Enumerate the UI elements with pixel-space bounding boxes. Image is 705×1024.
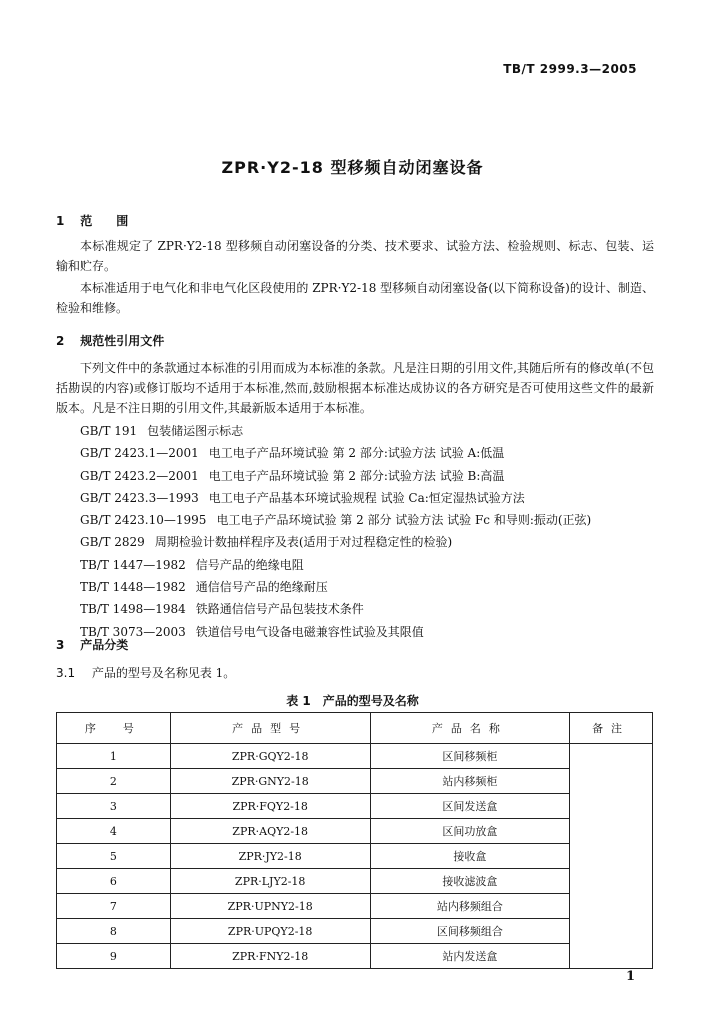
reference-title: 通信信号产品的绝缘耐压 — [195, 580, 328, 595]
reference-code: TB/T 3073—2003 — [80, 624, 186, 639]
section-number: 3 — [56, 638, 65, 652]
reference-item — [80, 621, 591, 643]
serial-cell: 2 — [57, 769, 171, 794]
clause-text: 产品的型号及名称见表 1。 — [91, 666, 236, 680]
reference-item — [80, 554, 591, 576]
model-cell: ZPR·GNY2-18 — [170, 769, 370, 794]
section-title: 产品分类 — [80, 638, 129, 652]
reference-code: GB/T 2423.10—1995 — [80, 513, 207, 528]
standard-number: TB/T 2999.3—2005 — [503, 62, 637, 76]
normative-references-list — [80, 420, 591, 643]
table-row — [57, 819, 653, 844]
name-cell: 区间移频柜 — [370, 744, 570, 769]
name-cell: 区间发送盒 — [370, 794, 570, 819]
reference-item — [80, 465, 591, 487]
reference-item — [80, 576, 591, 598]
model-cell: ZPR·LJY2-18 — [170, 869, 370, 894]
reference-title: 铁路通信信号产品包装技术条件 — [195, 602, 364, 617]
table-row — [57, 844, 653, 869]
reference-item — [80, 420, 591, 442]
section-2-paragraph: 下列文件中的条款通过本标准的引用而成为本标准的条款。凡是注日期的引用文件,其随后所有的修改单(不包括勘误的内容)或修订版均不适用于本标准,然而,鼓励根据本标准达成协议的各方研究是否可使用这些文件的最新版本。凡是不注日期的引用文件,其最新版本适用于本标准。 — [56, 361, 654, 415]
reference-item — [80, 442, 591, 464]
reference-code: GB/T 2423.2—2001 — [80, 468, 199, 483]
reference-item — [80, 487, 591, 509]
reference-title: 信号产品的绝缘电阻 — [195, 557, 304, 572]
model-cell: ZPR·AQY2-18 — [170, 819, 370, 844]
serial-cell: 6 — [57, 869, 171, 894]
name-cell: 区间移频组合 — [370, 919, 570, 944]
page-number: 1 — [625, 969, 635, 984]
reference-title: 包装储运图示标志 — [147, 424, 244, 438]
reference-title: 电工电子产品基本环境试验规程 试验 Ca:恒定湿热试验方法 — [208, 490, 525, 505]
serial-cell: 8 — [57, 919, 171, 944]
name-cell: 站内移频组合 — [370, 894, 570, 919]
reference-title: 电工电子产品环境试验 第 2 部分:试验方法 试验 A:低温 — [208, 446, 505, 461]
reference-title: 电工电子产品环境试验 第 2 部分:试验方法 试验 B:高温 — [208, 468, 505, 483]
section-1-heading — [56, 212, 128, 229]
table-row — [57, 944, 653, 969]
table-row — [57, 919, 653, 944]
header-remarks: 备注 — [570, 713, 653, 744]
name-cell: 接收滤波盒 — [370, 869, 570, 894]
table-row — [57, 869, 653, 894]
model-cell: ZPR·UPQY2-18 — [170, 919, 370, 944]
document-title: ZPR·Y2-18 型移频自动闭塞设备 — [221, 158, 484, 177]
section-2-heading — [56, 332, 164, 349]
remarks-cell — [570, 744, 653, 969]
reference-item — [80, 598, 591, 620]
header-product-name: 产品名称 — [370, 713, 570, 744]
table-1-title: 表 1 产品的型号及名称 — [286, 694, 419, 708]
table-row — [57, 794, 653, 819]
reference-item — [80, 531, 591, 553]
product-table — [56, 712, 653, 969]
reference-code: TB/T 1447—1982 — [80, 557, 186, 572]
reference-code: TB/T 1448—1982 — [80, 580, 186, 595]
reference-code: GB/T 2423.1—2001 — [80, 446, 199, 461]
reference-item — [80, 509, 591, 531]
section-title: 规范性引用文件 — [80, 334, 165, 348]
reference-code: GB/T 191 — [80, 424, 138, 438]
model-cell: ZPR·JY2-18 — [170, 844, 370, 869]
section-1-paragraph-1: 本标准规定了 ZPR·Y2-18 型移频自动闭塞设备的分类、技术要求、试验方法、检验规则、标志、包装、运输和贮存。 — [56, 239, 654, 273]
table-row — [57, 894, 653, 919]
name-cell: 站内移频柜 — [370, 769, 570, 794]
serial-cell: 5 — [57, 844, 171, 869]
model-cell: ZPR·FNY2-18 — [170, 944, 370, 969]
reference-title: 铁道信号电气设备电磁兼容性试验及其限值 — [195, 624, 424, 639]
reference-code: TB/T 1498—1984 — [80, 602, 186, 617]
table-row — [57, 744, 653, 769]
serial-cell: 4 — [57, 819, 171, 844]
clause-number: 3.1 — [56, 666, 76, 680]
model-cell: ZPR·GQY2-18 — [170, 744, 370, 769]
name-cell: 接收盒 — [370, 844, 570, 869]
header-serial-number: 序 号 — [57, 713, 171, 744]
table-header-row — [57, 713, 653, 744]
model-cell: ZPR·FQY2-18 — [170, 794, 370, 819]
section-3-heading — [56, 636, 128, 653]
table-row — [57, 769, 653, 794]
section-number: 2 — [56, 334, 65, 348]
section-title: 范 围 — [80, 214, 129, 228]
serial-cell: 9 — [57, 944, 171, 969]
reference-title: 周期检验计数抽样程序及表(适用于对过程稳定性的检验) — [154, 535, 453, 550]
section-number: 1 — [56, 214, 65, 228]
name-cell: 站内发送盒 — [370, 944, 570, 969]
clause-3-1 — [56, 664, 235, 681]
section-1-paragraph-2: 本标准适用于电气化和非电气化区段使用的 ZPR·Y2-18 型移频自动闭塞设备(以下简称设备)的设计、制造、检验和维修。 — [56, 281, 654, 315]
reference-code: GB/T 2829 — [80, 535, 145, 550]
reference-title: 电工电子产品环境试验 第 2 部分 试验方法 试验 Fc 和导则:振动(正弦) — [216, 513, 592, 528]
serial-cell: 7 — [57, 894, 171, 919]
model-cell: ZPR·UPNY2-18 — [170, 894, 370, 919]
header-product-model: 产品型号 — [170, 713, 370, 744]
serial-cell: 1 — [57, 744, 171, 769]
reference-code: GB/T 2423.3—1993 — [80, 490, 199, 505]
serial-cell: 3 — [57, 794, 171, 819]
name-cell: 区间功放盒 — [370, 819, 570, 844]
